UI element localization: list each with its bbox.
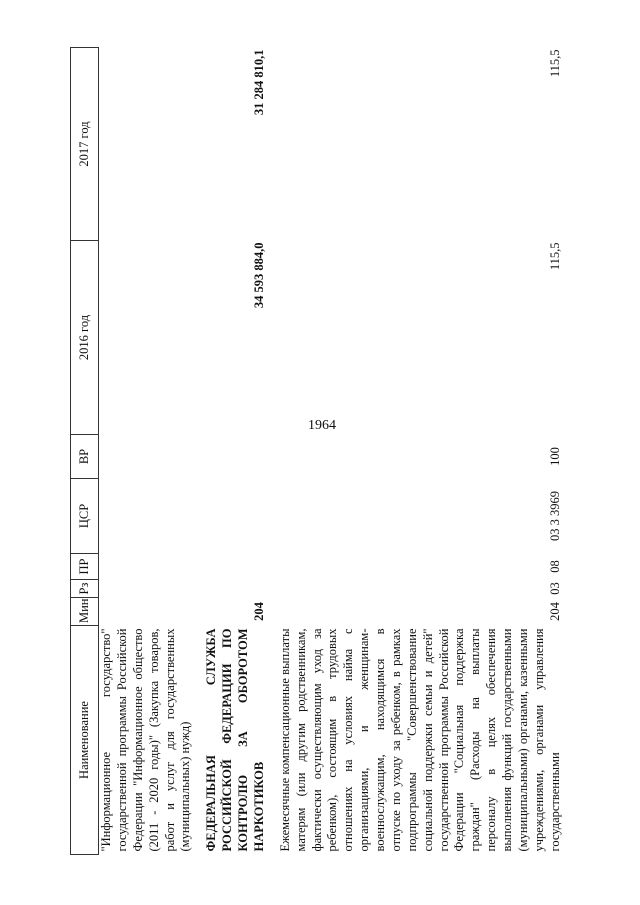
row-min: 204: [547, 602, 562, 621]
row-csr: 03 3 3969: [547, 491, 562, 541]
budget-table: [70, 47, 564, 855]
row-2017: [99, 48, 195, 241]
row-2017: 31 284 810,1: [251, 49, 266, 116]
header-csr: ЦСР: [71, 479, 99, 554]
row-csr: [204, 479, 268, 554]
row-name: ФЕДЕРАЛЬНАЯ СЛУЖБА РОССИЙСКОЙ ФЕДЕРАЦИИ ПО КОНТРОЛЮ ЗА ОБОРОТОМ НАРКОТИКОВ: [204, 628, 266, 852]
row-2016: 34 593 884,0: [251, 242, 266, 309]
header-vr: ВР: [71, 435, 99, 479]
row-vr: [204, 435, 268, 479]
header-rz: Рз: [71, 580, 99, 598]
table-row: [99, 48, 195, 855]
row-pr: [204, 554, 268, 580]
header-name: Наименование: [71, 626, 99, 855]
row-pr: 08: [547, 560, 562, 573]
row-rz: [204, 580, 268, 598]
table-header-row: [71, 48, 99, 855]
header-min: Мин: [71, 598, 99, 626]
row-vr: 100: [547, 447, 562, 466]
budget-table-sheet: [70, 48, 633, 855]
row-vr: [99, 435, 195, 479]
header-2016: 2016 год: [71, 241, 99, 435]
header-pr: ПР: [71, 554, 99, 580]
row-2016: 115,5: [547, 242, 562, 271]
page-number: 1964: [308, 418, 336, 433]
row-2017: 115,5: [547, 49, 562, 78]
row-min: 204: [251, 602, 266, 621]
header-2017: 2017 год: [71, 48, 99, 241]
row-name: Ежемесячные компенсационные выплаты матерям (или другим родственникам, фактически осуществляющим уход за ребенком), состоящим в трудовых отношениях на условиях найма с организациями, и женщинам-военнослужащим, находящимся в отпуске по уходу за ребенком, в рамках подпрограммы "Совершенствование социальной поддержки семьи и детей" государственной программы Российской Федерации "Социальная поддержка граждан" (Расходы на выплаты персоналу в целях обеспечения выполнения функций государственными (муниципальными) органами, казенными учреждениями, органами управления государственными: [277, 628, 562, 852]
row-rz: [99, 580, 195, 598]
table-row: [278, 48, 564, 855]
table-row: [204, 48, 268, 855]
row-name: "Информационное государство" государственной программы Российской Федерации "Информационное общество (2011 - 2020 годы)" (Закупка товаров, работ и услуг для государственных (муниципальных) нужд): [99, 628, 193, 852]
row-rz: 03: [547, 582, 562, 595]
row-2016: [99, 241, 195, 435]
row-min: [99, 598, 195, 626]
row-pr: [99, 554, 195, 580]
row-csr: [99, 479, 195, 554]
